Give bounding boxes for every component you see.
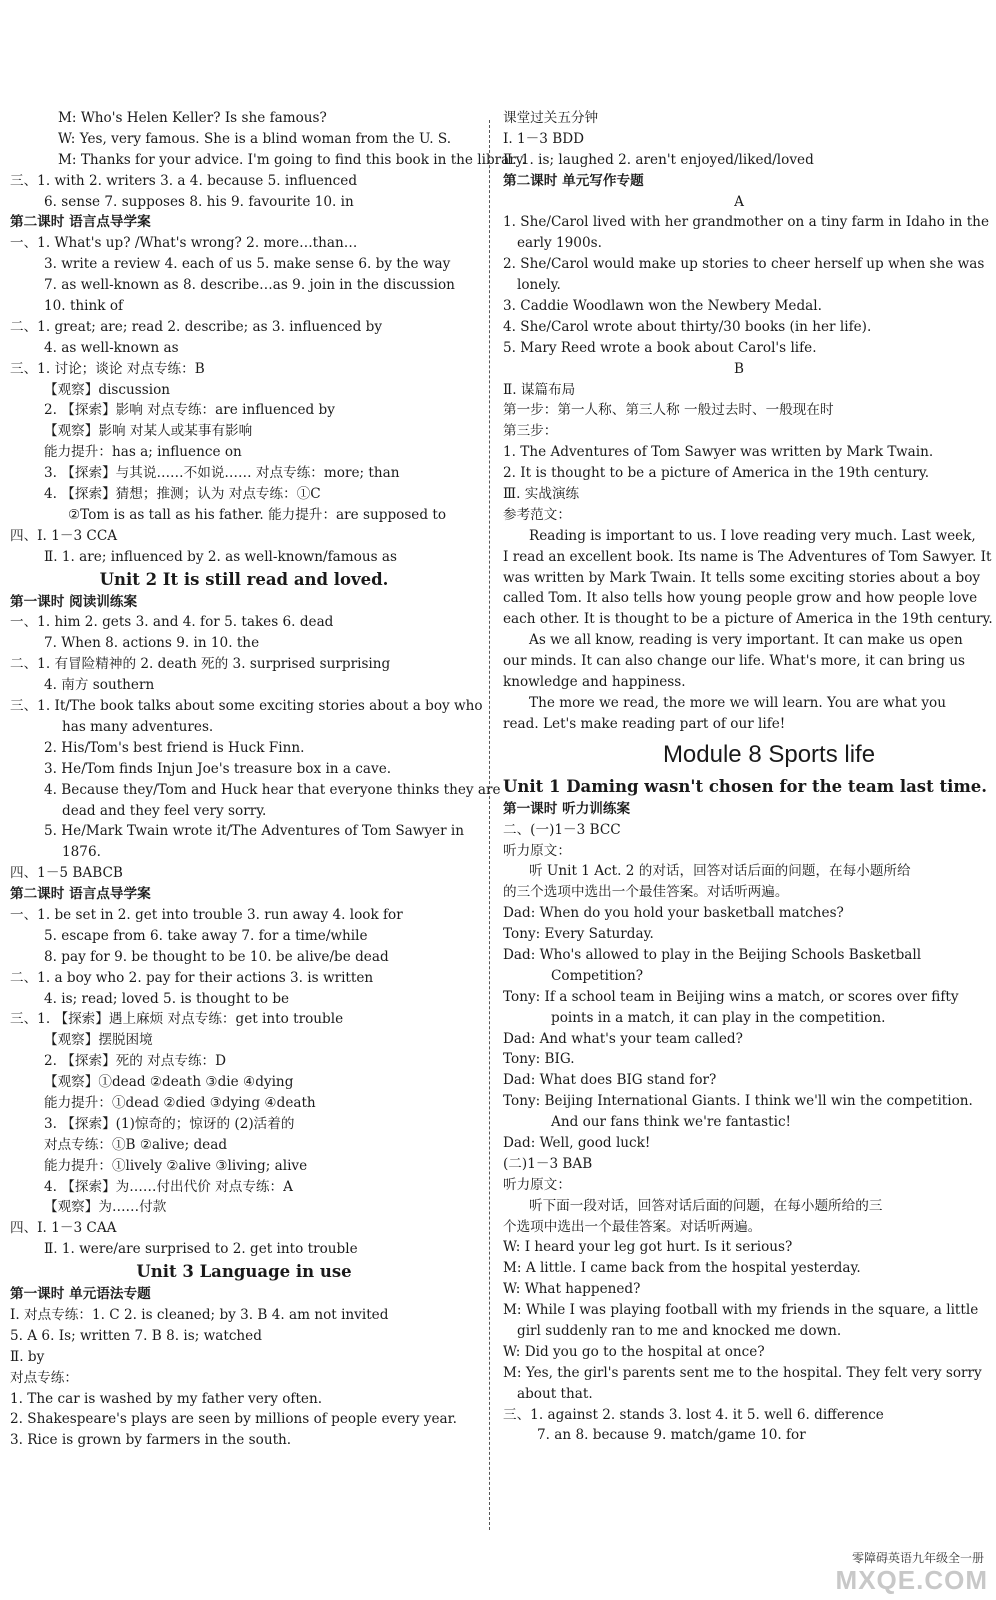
left-line: 【观察】为……付款 bbox=[44, 1199, 167, 1216]
right-line: Module 8 Sports life bbox=[662, 740, 876, 768]
left-line: W: Yes, very famous. She is a blind woman from the U. S. bbox=[58, 130, 452, 147]
right-line: our minds. It can also change our life. What's more, it can bring us bbox=[503, 653, 965, 670]
right-line: 3. Caddie Woodlawn won the Newbery Medal. bbox=[503, 298, 822, 315]
right-line: early 1900s. bbox=[517, 235, 602, 252]
left-line: 3. 【探索】(1)惊奇的；惊讶的 (2)活着的 bbox=[44, 1115, 295, 1132]
right-line: about that. bbox=[517, 1385, 593, 1402]
left-line: 对点专练：①B ②alive; dead bbox=[44, 1136, 228, 1153]
right-line: W: Did you go to the hospital at once? bbox=[503, 1343, 765, 1360]
right-line: M: A little. I came back from the hospital yesterday. bbox=[503, 1260, 861, 1277]
right-line: Reading is important to us. I love reading very much. Last week, bbox=[529, 527, 976, 544]
left-line: 能力提升：has a; influence on bbox=[44, 444, 242, 461]
right-line: 听力原文： bbox=[503, 1176, 571, 1193]
left-line: 一、1. What's up? /What's wrong? 2. more…than… bbox=[10, 235, 358, 252]
right-line: W: What happened? bbox=[503, 1281, 641, 1298]
left-line: 一、1. be set in 2. get into trouble 3. run away 4. look for bbox=[10, 906, 403, 923]
left-line: 能力提升：①lively ②alive ③living; alive bbox=[44, 1157, 308, 1174]
left-line: 【观察】影响 对某人或某事有影响 bbox=[44, 423, 253, 440]
left-line: Unit 3 Language in use bbox=[136, 1262, 352, 1282]
watermark: MXQE.COM bbox=[835, 1565, 988, 1595]
right-line: Ⅰ. 1－3 BDD bbox=[503, 130, 585, 147]
left-line: 第一课时 单元语法专题 bbox=[10, 1286, 151, 1303]
left-line: dead and they feel very sorry. bbox=[62, 802, 267, 819]
left-line: 4. 【探索】猜想；推测；认为 对点专练：①C bbox=[44, 486, 321, 503]
left-line: 【观察】①dead ②death ③die ④dying bbox=[44, 1074, 294, 1091]
left-line: 5. escape from 6. take away 7. for a time/while bbox=[44, 927, 368, 944]
right-line: 课堂过关五分钟 bbox=[503, 110, 599, 126]
left-line: M: Who's Helen Keller? Is she famous? bbox=[58, 110, 327, 126]
left-line: 二、1. great; are; read 2. describe; as 3. influenced by bbox=[10, 318, 383, 335]
left-line: 对点专练： bbox=[10, 1369, 78, 1386]
left-line: Ⅱ. 1. were/are surprised to 2. get into trouble bbox=[44, 1241, 358, 1258]
right-line: Ⅱ. 1. is; laughed 2. aren't enjoyed/liked/loved bbox=[503, 151, 814, 168]
right-line: (二)1－3 BAB bbox=[503, 1155, 593, 1172]
left-line: 二、1. 有冒险精神的 2. death 死的 3. surprised surprising bbox=[10, 656, 391, 673]
left-line: 5. He/Mark Twain wrote it/The Adventures of Tom Sawyer in bbox=[44, 823, 465, 840]
right-line: lonely. bbox=[517, 277, 561, 294]
right-line: 二、(一)1－3 BCC bbox=[503, 821, 621, 838]
left-line: 1. The car is washed by my father very often. bbox=[10, 1390, 323, 1407]
right-line: 第二课时 单元写作专题 bbox=[503, 172, 644, 189]
left-line: 三、1. 讨论；谈论 对点专练：B bbox=[10, 360, 205, 377]
right-line: knowledge and happiness. bbox=[503, 674, 686, 691]
left-line: Ⅰ. 对点专练：1. C 2. is cleaned; by 3. B 4. am not invited bbox=[10, 1306, 389, 1323]
right-line: Dad: What does BIG stand for? bbox=[503, 1072, 717, 1089]
right-line: 第一步：第一人称、第三人称 一般过去时、一般现在时 bbox=[503, 402, 834, 419]
left-line: 4. 【探索】为……付出代价 对点专练：A bbox=[44, 1178, 293, 1195]
left-line: 1876. bbox=[62, 844, 101, 861]
right-line: 2. She/Carol would make up stories to cheer herself up when she was bbox=[503, 256, 985, 273]
left-line: 四、Ⅰ. 1－3 CAA bbox=[10, 1220, 117, 1237]
right-line: Dad: And what's your team called? bbox=[503, 1030, 743, 1047]
left-line: 2. 【探索】影响 对点专练：are influenced by bbox=[44, 402, 335, 419]
right-line: Tony: Beijing International Giants. I think we'll win the competition. bbox=[503, 1093, 973, 1110]
left-line: 3. 【探索】与其说……不如说…… 对点专练：more; than bbox=[44, 465, 400, 482]
left-line: 2. Shakespeare's plays are seen by millions of people every year. bbox=[10, 1411, 457, 1428]
right-line: Ⅲ. 实战演练 bbox=[503, 486, 580, 503]
right-line: Tony: Every Saturday. bbox=[503, 926, 654, 943]
right-line: 7. an 8. because 9. match/game 10. for bbox=[537, 1427, 806, 1444]
left-line: 三、1. It/The book talks about some exciting stories about a boy who bbox=[10, 698, 483, 715]
right-line: Unit 1 Daming wasn't chosen for the team last time. bbox=[503, 776, 988, 796]
left-line: has many adventures. bbox=[62, 718, 214, 735]
footer-book-title: 零障碍英语九年级全一册 bbox=[851, 1551, 984, 1565]
right-line: 5. Mary Reed wrote a book about Carol's life. bbox=[503, 339, 817, 356]
right-line: Tony: If a school team in Beijing wins a match, or scores over fifty bbox=[503, 988, 959, 1005]
left-line: ②Tom is as tall as his father. 能力提升：are supposed to bbox=[68, 506, 447, 523]
right-line: Competition? bbox=[551, 967, 644, 984]
right-line: 2. It is thought to be a picture of America in the 19th century. bbox=[503, 465, 930, 482]
left-line: 一、1. him 2. gets 3. and 4. for 5. takes 6. dead bbox=[10, 614, 334, 631]
right-line: 4. She/Carol wrote about thirty/30 books (in her life). bbox=[503, 318, 872, 335]
right-line: points in a match, it can play in the competition. bbox=[551, 1009, 886, 1026]
left-line: 2. 【探索】死的 对点专练：D bbox=[44, 1053, 227, 1070]
left-line: M: Thanks for your advice. I'm going to find this book in the library. bbox=[58, 151, 526, 168]
left-line: 8. pay for 9. be thought to be 10. be alive/be dead bbox=[44, 948, 389, 965]
left-line: 三、1. with 2. writers 3. a 4. because 5. influenced bbox=[10, 172, 358, 189]
right-line: A bbox=[734, 193, 744, 210]
left-line: 4. 南方 southern bbox=[44, 677, 155, 694]
left-line: 4. is; read; loved 5. is thought to be bbox=[44, 990, 290, 1007]
left-column bbox=[10, 108, 526, 1451]
left-line: 6. sense 7. supposes 8. his 9. favourite 10. in bbox=[44, 193, 354, 210]
left-line: Ⅱ. by bbox=[10, 1348, 45, 1365]
right-line: B bbox=[734, 360, 744, 377]
left-line: 【观察】discussion bbox=[44, 381, 171, 398]
right-line: each other. It is thought to be a picture of America in the 19th century. bbox=[503, 611, 993, 628]
right-line: Ⅱ. 谋篇布局 bbox=[503, 381, 576, 398]
left-line: 5. A 6. Is; written 7. B 8. is; watched bbox=[10, 1327, 262, 1344]
right-line: 三、1. against 2. stands 3. lost 4. it 5. well 6. difference bbox=[503, 1406, 884, 1423]
right-line: And our fans think we're fantastic! bbox=[551, 1114, 792, 1131]
left-line: 【观察】摆脱困境 bbox=[44, 1032, 153, 1049]
right-line: 听 Unit 1 Act. 2 的对话，回答对话后面的问题，在每小题所给 bbox=[529, 863, 911, 880]
left-line: 4. as well-known as bbox=[44, 339, 179, 356]
right-line: The more we read, the more we will learn. You are what you bbox=[529, 694, 946, 711]
left-line: 7. as well-known as 8. describe…as 9. join in the discussion bbox=[44, 277, 455, 294]
left-line: Unit 2 It is still read and loved. bbox=[99, 569, 389, 589]
left-line: 第一课时 阅读训练案 bbox=[10, 593, 138, 610]
left-line: 3. He/Tom finds Injun Joe's treasure box in a cave. bbox=[44, 760, 392, 777]
left-line: 7. When 8. actions 9. in 10. the bbox=[44, 635, 260, 652]
right-line: 的三个选项中选出一个最佳答案。对话听两遍。 bbox=[503, 884, 789, 901]
left-line: 能力提升：①dead ②died ③dying ④death bbox=[44, 1094, 316, 1111]
right-line: was written by Mark Twain. It tells some exciting stories about a boy bbox=[503, 569, 981, 586]
right-line: Dad: Who's allowed to play in the Beijing Schools Basketball bbox=[503, 946, 922, 963]
right-line: I read an excellent book. Its name is The Adventures of Tom Sawyer. It bbox=[503, 548, 992, 565]
right-line: M: Yes, the girl's parents sent me to the hospital. They felt very sorry bbox=[503, 1364, 982, 1381]
left-line: 3. write a review 4. each of us 5. make sense 6. by the way bbox=[44, 256, 451, 273]
right-line: 1. The Adventures of Tom Sawyer was written by Mark Twain. bbox=[503, 444, 934, 461]
right-line: 听力原文： bbox=[503, 842, 571, 859]
right-line: called Tom. It also tells how young people grow and how people love bbox=[503, 590, 978, 607]
left-line: 10. think of bbox=[44, 298, 124, 315]
left-line: 第二课时 语言点导学案 bbox=[10, 214, 151, 231]
right-line: 1. She/Carol lived with her grandmother on a tiny farm in Idaho in the bbox=[503, 214, 989, 231]
right-line: 第一课时 听力训练案 bbox=[503, 800, 631, 817]
left-line: 四、1－5 BABCB bbox=[10, 865, 123, 882]
right-line: read. Let's make reading part of our life! bbox=[503, 715, 786, 732]
right-line: girl suddenly ran to me and knocked me down. bbox=[517, 1322, 842, 1339]
right-line: W: I heard your leg got hurt. Is it serious? bbox=[503, 1239, 793, 1256]
right-line: As we all know, reading is very important. It can make us open bbox=[529, 632, 963, 649]
left-line: 2. His/Tom's best friend is Huck Finn. bbox=[44, 739, 305, 756]
left-line: 4. Because they/Tom and Huck hear that everyone thinks they are bbox=[44, 781, 501, 798]
left-line: 三、1. 【探索】遇上麻烦 对点专练：get into trouble bbox=[10, 1011, 344, 1028]
left-line: Ⅱ. 1. are; influenced by 2. as well-known/famous as bbox=[44, 548, 397, 565]
right-line: 第三步： bbox=[503, 423, 558, 440]
right-line: 个选项中选出一个最佳答案。对话听两遍。 bbox=[503, 1218, 762, 1235]
right-column bbox=[503, 108, 993, 1446]
right-line: 参考范文： bbox=[503, 506, 571, 523]
right-line: Dad: When do you hold your basketball matches? bbox=[503, 905, 844, 922]
column-divider bbox=[489, 120, 490, 1530]
right-line: Dad: Well, good luck! bbox=[503, 1134, 651, 1151]
right-line: 听下面一段对话，回答对话后面的问题，在每小题所给的三 bbox=[529, 1197, 883, 1214]
left-line: 四、Ⅰ. 1－3 CCA bbox=[10, 527, 118, 544]
right-line: Tony: BIG. bbox=[503, 1051, 575, 1068]
right-line: M: While I was playing football with my friends in the square, a little bbox=[503, 1302, 979, 1319]
left-line: 3. Rice is grown by farmers in the south. bbox=[10, 1432, 292, 1449]
left-line: 第二课时 语言点导学案 bbox=[10, 886, 151, 903]
left-line: 二、1. a boy who 2. pay for their actions 3. is written bbox=[10, 969, 374, 986]
